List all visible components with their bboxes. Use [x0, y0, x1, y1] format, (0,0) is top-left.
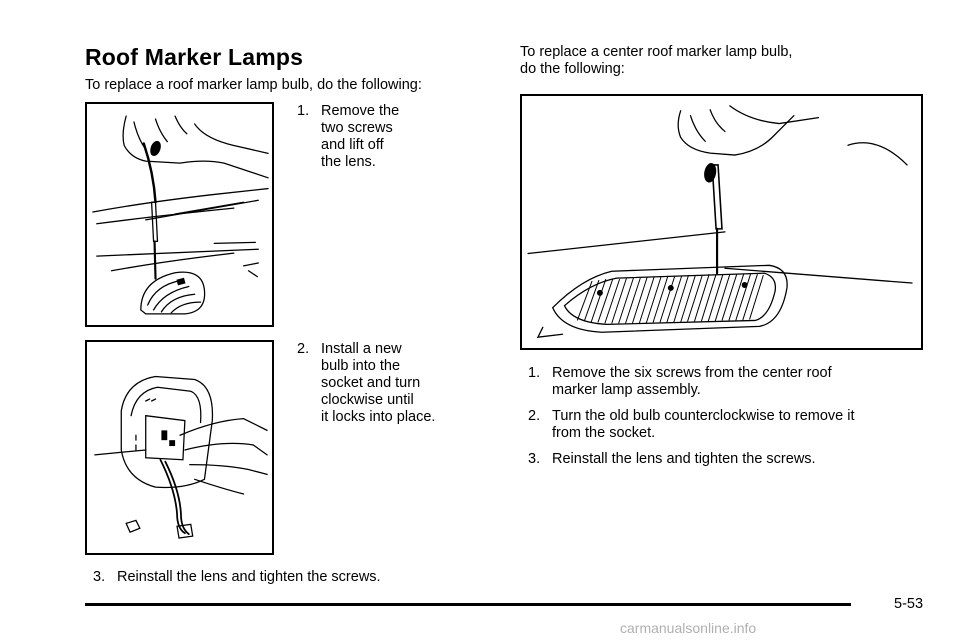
- step-line: Remove the six screws from the center roof: [552, 365, 832, 381]
- step-number: 3.: [93, 569, 106, 585]
- step-line: and lift off: [321, 137, 384, 153]
- step-line: from the socket.: [552, 425, 656, 441]
- page-number: 5-53: [894, 596, 924, 612]
- right-step-1: [528, 365, 928, 401]
- watermark: carmanualsonline.info: [620, 620, 757, 636]
- left-step-2: [297, 341, 477, 431]
- step-line: Install a new: [321, 341, 402, 357]
- left-step-1: [297, 103, 467, 183]
- right-intro-line: To replace a center roof marker lamp bulb,: [520, 44, 793, 60]
- step-number: 2.: [297, 341, 310, 357]
- right-step-2: [528, 408, 928, 444]
- right-intro: [520, 44, 792, 78]
- right-intro-line: do the following:: [520, 61, 625, 77]
- step-line: two screws: [321, 120, 393, 136]
- step-line: socket and turn: [321, 375, 421, 391]
- footer-rule: [85, 603, 851, 606]
- step-number: 2.: [528, 408, 541, 424]
- step-line: Reinstall the lens and tighten the screws.: [552, 451, 816, 467]
- step-number: 1.: [297, 103, 310, 119]
- intro-text: To replace a roof marker lamp bulb, do the following:: [85, 77, 422, 93]
- step-number: 3.: [528, 451, 541, 467]
- step-line: marker lamp assembly.: [552, 382, 701, 398]
- left-step-3: [93, 569, 473, 587]
- figure-install-bulb: [85, 340, 274, 555]
- figure-center-lamp: [520, 94, 923, 350]
- right-step-3: [528, 451, 928, 469]
- figure-remove-screws: [85, 102, 274, 327]
- step-line: Remove the: [321, 103, 400, 119]
- page-title: Roof Marker Lamps: [85, 44, 304, 70]
- illustration-center-lamp: [522, 96, 921, 348]
- step-line: Reinstall the lens and tighten the screws.: [117, 569, 381, 585]
- step-line: clockwise until: [321, 392, 414, 408]
- step-line: bulb into the: [321, 358, 401, 374]
- illustration-screwdriver-lamp: [87, 104, 272, 325]
- step-number: 1.: [528, 365, 541, 381]
- illustration-bulb-socket: [87, 342, 272, 553]
- step-line: it locks into place.: [321, 409, 436, 425]
- step-line: the lens.: [321, 154, 376, 170]
- step-line: Turn the old bulb counterclockwise to remove it: [552, 408, 855, 424]
